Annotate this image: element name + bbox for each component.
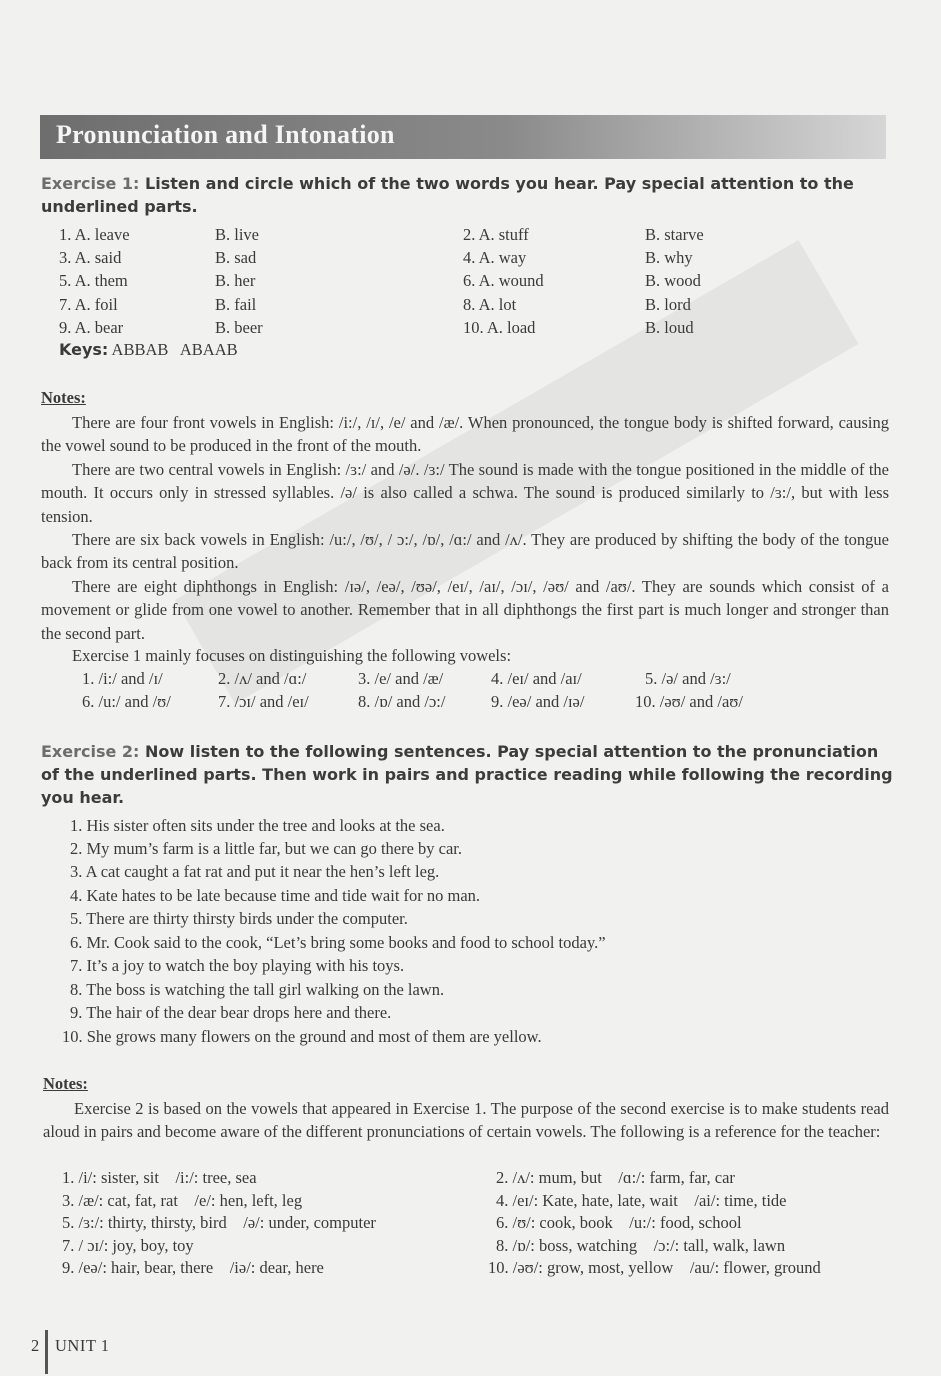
notes1-paragraph: There are two central vowels in English: /ɜ:/ and /ə/. /ɜ:/ The sound is made with the tongue positioned in the middle of the mouth. It occurs only in stressed syllables. /ə/ is also called a schwa. The sound is produced similarly to /ɜ:/, but with less tension. — [41, 460, 889, 526]
sentence-item: 2. My mum’s farm is a little far, but we can go there by car. — [70, 839, 463, 858]
pair-b: B. sad — [215, 248, 257, 267]
pair-a: 5. A. them — [59, 271, 128, 290]
pair-b: B. lord — [645, 295, 691, 314]
reference-item: 1. /i/: sister, sit /i:/: tree, sea — [62, 1168, 257, 1187]
pair-a: 9. A. bear — [59, 318, 124, 337]
notes1-paragraph: There are four front vowels in English: /i:/, /ɪ/, /e/ and /æ/. When pronounced, the tongue body is shifted forward, causing the vowel sound to be produced in the front of the mouth. — [41, 413, 889, 456]
reference-item: 2. /ʌ/: mum, but /ɑ:/: farm, far, car — [496, 1168, 735, 1187]
section-title: Pronunciation and Intonation — [56, 120, 395, 149]
unit-label: UNIT 1 — [55, 1336, 110, 1355]
pair-b: B. her — [215, 271, 256, 290]
sentence-item: 3. A cat caught a fat rat and put it near the hen’s left leg. — [70, 862, 440, 881]
exercise2-heading — [41, 740, 893, 809]
reference-item: 3. /æ/: cat, fat, rat /e/: hen, left, leg — [62, 1191, 303, 1210]
exercise1-instructions: Listen and circle which of the two words you hear. Pay special attention to the underlined parts. — [41, 174, 854, 216]
sentence-item: 1. His sister often sits under the tree and looks at the sea. — [70, 816, 445, 835]
pair-b: B. starve — [645, 225, 704, 244]
focus-item: 9. /eə/ and /ɪə/ — [491, 692, 585, 711]
reference-item: 10. /əʊ/: grow, most, yellow /au/: flower, ground — [488, 1258, 821, 1277]
reference-item: 5. /ɜ:/: thirty, thirsty, bird /ə/: under, computer — [62, 1213, 376, 1232]
pair-b: B. wood — [645, 271, 701, 290]
pair-a: 4. A. way — [463, 248, 527, 267]
exercise1-label: Exercise 1: — [41, 174, 140, 193]
focus-item: 7. /ɔɪ/ and /eɪ/ — [218, 692, 309, 711]
pair-a: 2. A. stuff — [463, 225, 529, 244]
reference-item: 9. /eə/: hair, bear, there /iə/: dear, here — [62, 1258, 324, 1277]
sentence-item: 9. The hair of the dear bear drops here and there. — [70, 1003, 392, 1022]
exercise2-instructions: Now listen to the following sentences. Pay special attention to the pronunciation of the underlined parts. Then work in pairs and practice reading while following the recording you hear. — [41, 742, 893, 807]
focus-item: 1. /i:/ and /ɪ/ — [82, 669, 163, 688]
reference-item: 7. / ɔɪ/: joy, boy, toy — [62, 1236, 194, 1255]
pair-a: 10. A. load — [463, 318, 536, 337]
reference-item: 6. /ʊ/: cook, book /u:/: food, school — [496, 1213, 742, 1232]
pair-a: 3. A. said — [59, 248, 122, 267]
section-banner — [40, 115, 886, 159]
focus-item: 8. /ɒ/ and /ɔ:/ — [358, 692, 446, 711]
focus-item: 10. /əʊ/ and /aʊ/ — [635, 692, 743, 711]
footer-divider — [45, 1330, 48, 1374]
exercise2-label: Exercise 2: — [41, 742, 140, 761]
pair-a: 6. A. wound — [463, 271, 544, 290]
keys-label: Keys: — [59, 340, 109, 359]
focus-intro: Exercise 1 mainly focuses on distinguishing the following vowels: — [72, 646, 512, 665]
sentence-item: 4. Kate hates to be late because time and tide wait for no man. — [70, 886, 481, 905]
notes1-heading: Notes: — [41, 388, 86, 407]
focus-item: 4. /eɪ/ and /aɪ/ — [491, 669, 582, 688]
notes1-paragraph: There are six back vowels in English: /u:/, /ʊ/, / ɔ:/, /ɒ/, /ɑ:/ and /ʌ/. They are produced by shifting the body of the tongue back from its central position. — [41, 530, 889, 573]
sentence-item: 6. Mr. Cook said to the cook, “Let’s bring some books and food to school today.” — [70, 933, 606, 952]
sentence-item: 5. There are thirty thirsty birds under the computer. — [70, 909, 408, 928]
notes2-paragraph: Exercise 2 is based on the vowels that appeared in Exercise 1. The purpose of the second exercise is to make students read aloud in pairs and become aware of the different pronunciations of certain vowels. The following is a reference for the teacher: — [43, 1099, 889, 1142]
focus-item: 2. /ʌ/ and /ɑ:/ — [218, 669, 307, 688]
sentence-item: 7. It’s a joy to watch the boy playing with his toys. — [70, 956, 405, 975]
pair-a: 1. A. leave — [59, 225, 130, 244]
focus-item: 5. /ə/ and /ɜ:/ — [645, 669, 731, 688]
pair-a: 7. A. foil — [59, 295, 118, 314]
sentence-item: 10. She grows many flowers on the ground and most of them are yellow. — [62, 1027, 542, 1046]
reference-item: 8. /ɒ/: boss, watching /ɔ:/: tall, walk, lawn — [496, 1236, 786, 1255]
focus-item: 3. /e/ and /æ/ — [358, 669, 444, 688]
answer-keys — [59, 340, 238, 360]
pair-b: B. why — [645, 248, 693, 267]
pair-b: B. fail — [215, 295, 257, 314]
focus-item: 6. /u:/ and /ʊ/ — [82, 692, 171, 711]
notes1-paragraph: There are eight diphthongs in English: /ɪə/, /eə/, /ʊə/, /eɪ/, /aɪ/, /ɔɪ/, /əʊ/ and /aʊ/. They are sounds which consist of a movement or glide from one vowel to another. Remember that in all diphthongs the first part is much longer and stronger than the second part. — [41, 577, 889, 643]
notes2-heading: Notes: — [43, 1074, 88, 1093]
sentence-item: 8. The boss is watching the tall girl walking on the lawn. — [70, 980, 445, 999]
reference-item: 4. /eɪ/: Kate, hate, late, wait /ai/: time, tide — [496, 1191, 787, 1210]
pair-b: B. live — [215, 225, 259, 244]
exercise1-heading — [41, 172, 893, 218]
pair-b: B. beer — [215, 318, 263, 337]
pair-b: B. loud — [645, 318, 694, 337]
keys-value: ABBAB ABAAB — [111, 340, 238, 359]
pair-a: 8. A. lot — [463, 295, 517, 314]
page-number: 2 — [31, 1336, 40, 1355]
